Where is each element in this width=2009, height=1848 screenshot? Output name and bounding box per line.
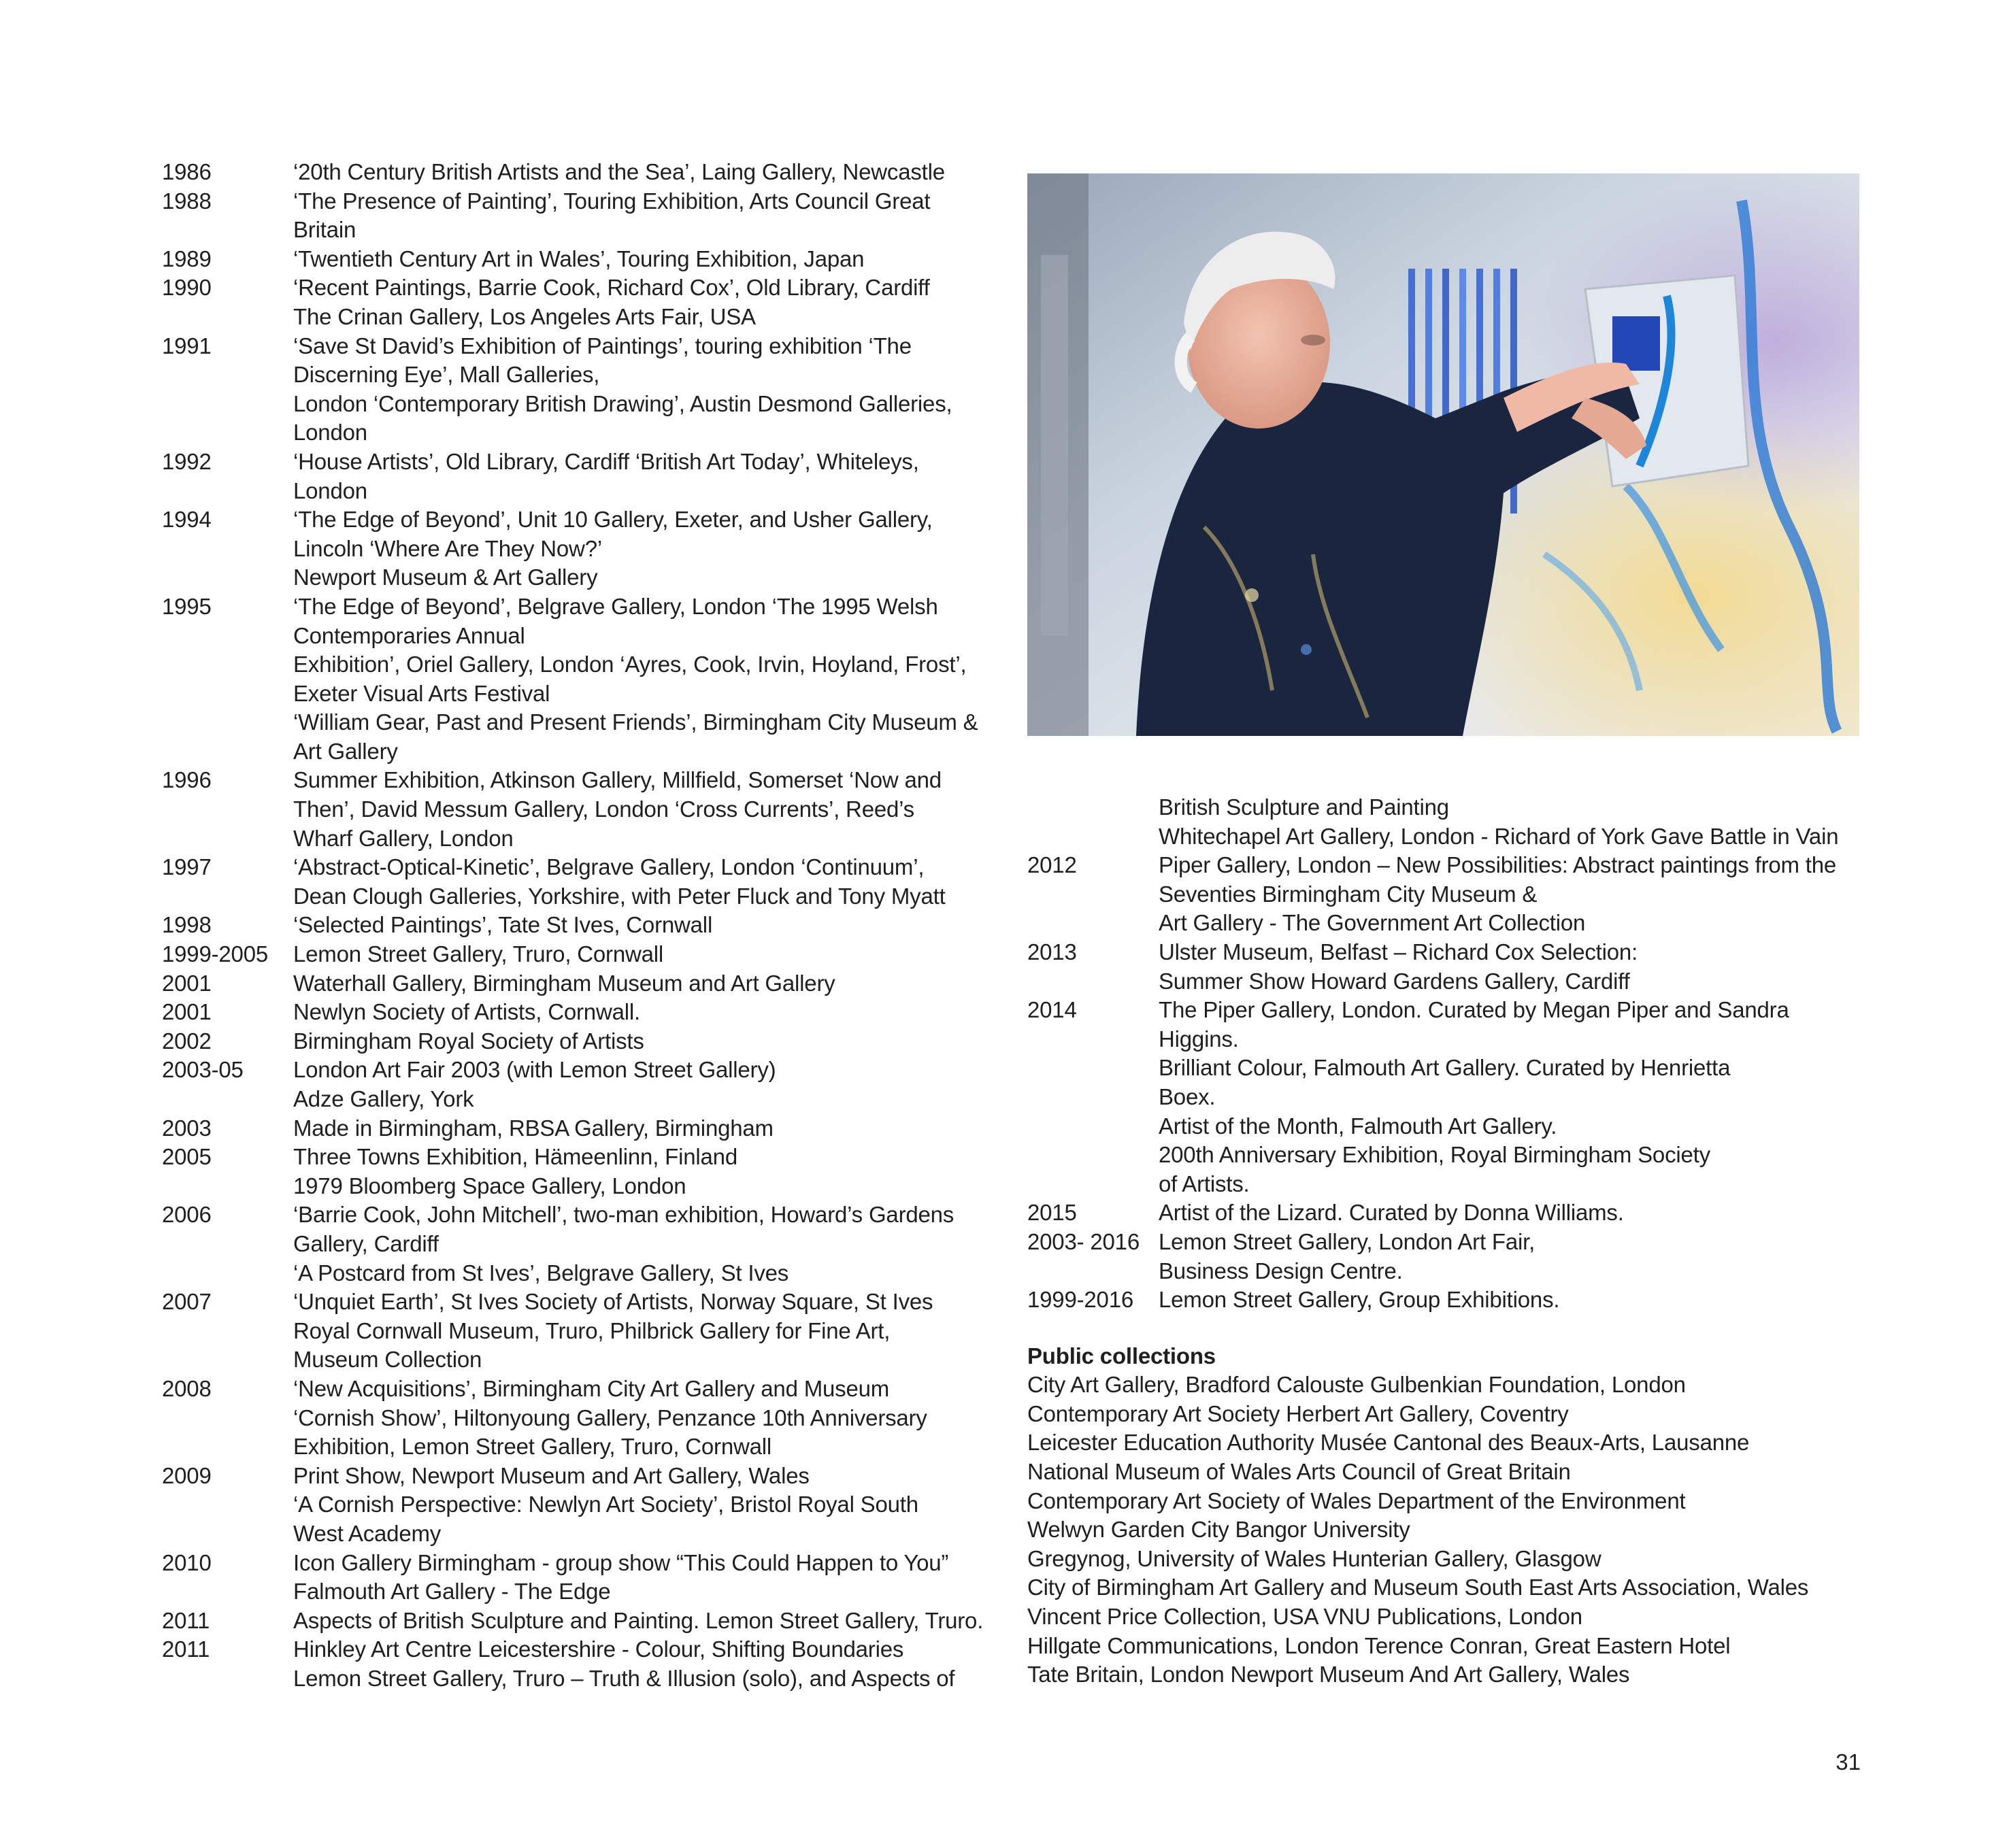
exhibition-description [293,940,1006,969]
exhibition-year: 2011 [162,1636,210,1662]
exhibition-description [1159,1198,1871,1228]
exhibition-description [293,592,1006,767]
exhibition-line: ‘New Acquisitions’, Birmingham City Art Gallery and Museum [293,1375,890,1401]
exhibition-year: 2008 [162,1375,212,1401]
exhibition-year: 2001 [162,970,212,996]
exhibition-line: Whitechapel Art Gallery, London - Richard of York Gave Battle in Vain [1159,823,1839,849]
collection-item: City Art Gallery, Bradford Calouste Gulbenkian Foundation, London [1027,1372,1686,1398]
exhibition-year: 1999-2005 [162,941,269,967]
exhibition-entry [162,187,1006,245]
exhibition-entry [162,1143,1006,1200]
exhibition-year: 1990 [162,275,212,301]
exhibition-description [293,1027,1006,1056]
exhibition-entry [162,853,1006,911]
exhibition-line: ‘House Artists’, Old Library, Cardiff ‘British Art Today’, Whiteleys, [293,448,919,474]
exhibition-year: 1989 [162,246,212,271]
exhibition-description [293,1462,1006,1549]
exhibition-line: Discerning Eye’, Mall Galleries, [293,362,600,388]
exhibition-line: Wharf Gallery, London [293,825,514,851]
exhibition-entry [1027,996,1871,1198]
exhibition-entry [1027,1286,1871,1315]
exhibition-line: Boex. [1159,1083,1216,1109]
exhibition-year: 1992 [162,448,212,474]
exhibition-description [293,1549,1006,1607]
exhibition-line: Piper Gallery, London – New Possibilities: Abstract paintings from the [1159,852,1837,878]
exhibition-entry [162,505,1006,592]
exhibition-line: London [293,477,367,503]
exhibition-year: 1996 [162,767,212,793]
exhibition-year: 1986 [162,159,212,184]
exhibition-entry [162,911,1006,940]
public-collections-title: Public collections [1027,1343,1216,1368]
exhibition-entry [162,940,1006,969]
exhibition-year: 1994 [162,507,212,533]
exhibition-line: 200th Anniversary Exhibition, Royal Birmingham Society [1159,1142,1710,1168]
exhibition-line: Contemporaries Annual [293,622,525,648]
exhibition-entry [162,1200,1006,1288]
exhibition-entry [162,1114,1006,1143]
exhibition-line: ‘Unquiet Earth’, St Ives Society of Artists, Norway Square, St Ives [293,1289,933,1315]
exhibition-entry [162,332,1006,448]
exhibition-entry [162,1607,1006,1636]
photo-illustration [1027,173,1859,736]
exhibition-line: Art Gallery [293,738,398,764]
exhibition-line: ‘Twentieth Century Art in Wales’, Touring Exhibition, Japan [293,246,865,271]
exhibition-year: 1998 [162,912,212,938]
exhibition-line: ‘The Edge of Beyond’, Unit 10 Gallery, Exeter, and Usher Gallery, [293,507,933,533]
exhibition-line: ‘The Edge of Beyond’, Belgrave Gallery, London ‘The 1995 Welsh [293,593,938,619]
exhibition-line: Dean Clough Galleries, Yorkshire, with Peter Fluck and Tony Myatt [293,883,946,909]
exhibition-year: 2003- 2016 [1027,1228,1140,1254]
exhibitions-left-column [162,158,1006,1693]
exhibition-line: ‘20th Century British Artists and the Sea’, Laing Gallery, Newcastle [293,159,945,184]
exhibition-year: 2002 [162,1028,212,1054]
exhibition-line: Britain [293,217,356,243]
exhibition-entry [162,448,1006,505]
exhibition-line: Gallery, Cardiff [293,1230,439,1256]
exhibition-year: 2001 [162,999,212,1025]
exhibition-line: Exeter Visual Arts Festival [293,680,550,706]
exhibition-entry [162,969,1006,998]
collection-item: Tate Britain, London Newport Museum And Art Gallery, Wales [1027,1662,1630,1687]
exhibition-line: ‘Selected Paintings’, Tate St Ives, Cornwall [293,912,713,938]
exhibition-line: Summer Exhibition, Atkinson Gallery, Millfield, Somerset ‘Now and [293,767,942,793]
exhibition-description [1159,938,1871,996]
exhibition-line: ‘A Postcard from St Ives’, Belgrave Gallery, St Ives [293,1260,789,1286]
exhibition-entry [1027,938,1871,996]
exhibition-line: The Piper Gallery, London. Curated by Megan Piper and Sandra [1159,997,1789,1023]
exhibition-description [293,158,1006,187]
collection-item: Contemporary Art Society of Wales Department of the Environment [1027,1488,1686,1513]
exhibition-year: 2011 [162,1607,210,1633]
exhibition-line: Artist of the Month, Falmouth Art Gallery. [1159,1113,1557,1139]
exhibition-line: London [293,420,367,446]
exhibition-description [1159,1228,1871,1286]
exhibition-line: Lemon Street Gallery, Group Exhibitions. [1159,1287,1560,1313]
exhibition-entry [1027,1198,1871,1228]
exhibition-line: Museum Collection [293,1347,482,1373]
exhibition-line: Then’, David Messum Gallery, London ‘Cross Currents’, Reed’s [293,796,914,822]
exhibition-year: 1997 [162,854,212,880]
exhibition-year: 2007 [162,1289,212,1315]
exhibition-line: The Crinan Gallery, Los Angeles Arts Fair, USA [293,303,756,329]
exhibition-line: Artist of the Lizard. Curated by Donna Williams. [1159,1200,1624,1226]
exhibition-year: 2010 [162,1549,212,1575]
collection-item: Welwyn Garden City Bangor University [1027,1517,1410,1543]
exhibition-line: ‘Barrie Cook, John Mitchell’, two-man exhibition, Howard’s Gardens [293,1202,954,1228]
exhibition-entry [162,766,1006,853]
exhibition-line: Hinkley Art Centre Leicestershire - Colour, Shifting Boundaries [293,1636,904,1662]
exhibition-entry [162,592,1006,767]
exhibition-description [293,1056,1006,1113]
exhibition-entry [162,1549,1006,1607]
exhibition-line: ‘Recent Paintings, Barrie Cook, Richard Cox’, Old Library, Cardiff [293,275,930,301]
exhibition-entry [1027,1228,1871,1286]
exhibition-line: Royal Cornwall Museum, Truro, Philbrick Gallery for Fine Art, [293,1317,891,1343]
exhibition-description [293,1607,1006,1636]
exhibition-year: 2009 [162,1462,212,1488]
exhibition-year: 2003 [162,1115,212,1141]
exhibition-line: 1979 Bloomberg Space Gallery, London [293,1173,686,1198]
collection-item: City of Birmingham Art Gallery and Museum South East Arts Association, Wales [1027,1575,1809,1600]
exhibition-description [293,911,1006,940]
exhibition-line: Newlyn Society of Artists, Cornwall. [293,999,640,1025]
exhibition-description [1159,996,1871,1198]
exhibitions-right-column [1027,793,1871,1690]
exhibition-year: 1995 [162,593,212,619]
exhibition-line: British Sculpture and Painting [1159,794,1449,820]
exhibition-line: Exhibition, Lemon Street Gallery, Truro, Cornwall [293,1434,772,1460]
exhibition-line: ‘William Gear, Past and Present Friends’, Birmingham City Museum & [293,709,978,735]
exhibition-year: 1988 [162,188,212,214]
exhibition-description [293,448,1006,505]
exhibition-line: Higgins. [1159,1026,1239,1052]
exhibition-description [293,245,1006,274]
exhibition-line: Birmingham Royal Society of Artists [293,1028,644,1054]
exhibition-line: Print Show, Newport Museum and Art Gallery, Wales [293,1462,810,1488]
exhibition-year: 1991 [162,333,212,358]
exhibition-entry [162,158,1006,187]
exhibition-entry [162,998,1006,1027]
exhibition-line: ‘Cornish Show’, Hiltonyoung Gallery, Penzance 10th Anniversary [293,1405,927,1430]
exhibition-description [1159,851,1871,938]
exhibition-line: Summer Show Howard Gardens Gallery, Cardiff [1159,968,1630,994]
exhibition-line: Exhibition’, Oriel Gallery, London ‘Ayres, Cook, Irvin, Hoyland, Frost’, [293,652,967,677]
exhibition-line: West Academy [293,1520,442,1546]
exhibition-entry [1027,851,1871,938]
exhibition-year: 2006 [162,1202,212,1228]
exhibition-line: Aspects of British Sculpture and Painting. Lemon Street Gallery, Truro. [293,1607,984,1633]
exhibition-description [293,1200,1006,1288]
exhibition-line: London ‘Contemporary British Drawing’, Austin Desmond Galleries, [293,390,952,416]
exhibition-description [293,853,1006,911]
artist-at-work-photo [1027,173,1859,736]
exhibition-line: Brilliant Colour, Falmouth Art Gallery. Curated by Henrietta [1159,1055,1731,1081]
collection-item: Leicester Education Authority Musée Cantonal des Beaux-Arts, Lausanne [1027,1430,1750,1456]
collection-item: National Museum of Wales Arts Council of Great Britain [1027,1459,1571,1485]
exhibition-line: Seventies Birmingham City Museum & [1159,881,1538,907]
exhibition-description [293,998,1006,1027]
exhibition-year: 2003-05 [162,1057,244,1083]
exhibition-description [293,1143,1006,1200]
exhibition-entry [162,245,1006,274]
collection-item: Contemporary Art Society Herbert Art Gallery, Coventry [1027,1400,1569,1426]
exhibition-line: ‘A Cornish Perspective: Newlyn Art Society’, Bristol Royal South [293,1492,918,1517]
exhibition-line: Lemon Street Gallery, London Art Fair, [1159,1228,1535,1254]
exhibition-line: Business Design Centre. [1159,1258,1403,1283]
exhibition-description [293,187,1006,245]
exhibitions-right-list [1027,793,1871,1315]
collection-item: Hillgate Communications, London Terence Conran, Great Eastern Hotel [1027,1632,1731,1658]
exhibition-line: Art Gallery - The Government Art Collection [1159,910,1586,936]
exhibition-description [293,1114,1006,1143]
exhibition-description [293,766,1006,853]
exhibition-line: ‘Save St David’s Exhibition of Paintings’, touring exhibition ‘The [293,333,912,358]
exhibition-line: Ulster Museum, Belfast – Richard Cox Selection: [1159,939,1638,964]
exhibition-entry [162,1375,1006,1462]
exhibition-entry [162,1027,1006,1056]
exhibition-description [1159,1286,1871,1315]
exhibition-description [293,332,1006,448]
exhibition-entry [162,1288,1006,1375]
exhibition-line: Lemon Street Gallery, Truro – Truth & Illusion (solo), and Aspects of [293,1665,955,1691]
exhibition-year: 2005 [162,1144,212,1170]
exhibition-line: Lemon Street Gallery, Truro, Cornwall [293,941,664,967]
public-collections-list [1027,1371,1871,1690]
exhibition-description [293,273,1006,331]
exhibition-line: Falmouth Art Gallery - The Edge [293,1579,611,1605]
page-number: 31 [1836,1749,1861,1775]
collection-item: Vincent Price Collection, USA VNU Publications, London [1027,1604,1582,1630]
exhibition-line: of Artists. [1159,1171,1250,1196]
exhibition-entry [162,1056,1006,1113]
exhibition-line: Adze Gallery, York [293,1086,474,1111]
exhibition-entry [162,1462,1006,1549]
exhibition-year: 2013 [1027,939,1077,964]
exhibition-line: London Art Fair 2003 (with Lemon Street Gallery) [293,1057,776,1083]
exhibition-entry [1027,793,1871,851]
exhibition-line: Made in Birmingham, RBSA Gallery, Birmingham [293,1115,774,1141]
exhibition-year: 2012 [1027,852,1077,878]
collection-item: Gregynog, University of Wales Hunterian Gallery, Glasgow [1027,1545,1601,1571]
exhibition-line: Lincoln ‘Where Are They Now?’ [293,535,602,561]
exhibition-description [293,1635,1006,1693]
exhibition-year: 2014 [1027,997,1077,1023]
exhibition-description [293,969,1006,998]
exhibition-description [293,1375,1006,1462]
exhibition-year: 1999-2016 [1027,1287,1134,1313]
exhibition-line: Waterhall Gallery, Birmingham Museum and Art Gallery [293,970,835,996]
exhibition-description [293,1288,1006,1375]
exhibition-entry [162,1635,1006,1693]
exhibition-line: Newport Museum & Art Gallery [293,565,598,590]
exhibition-line: Icon Gallery Birmingham - group show “This Could Happen to You” [293,1549,949,1575]
exhibition-year: 2015 [1027,1200,1077,1226]
exhibition-entry [162,273,1006,331]
exhibition-line: ‘Abstract-Optical-Kinetic’, Belgrave Gallery, London ‘Continuum’, [293,854,925,880]
exhibition-description [293,505,1006,592]
exhibition-description [1159,793,1871,851]
exhibition-line: Three Towns Exhibition, Hämeenlinn, Finland [293,1144,737,1170]
exhibition-line: ‘The Presence of Painting’, Touring Exhibition, Arts Council Great [293,188,931,214]
